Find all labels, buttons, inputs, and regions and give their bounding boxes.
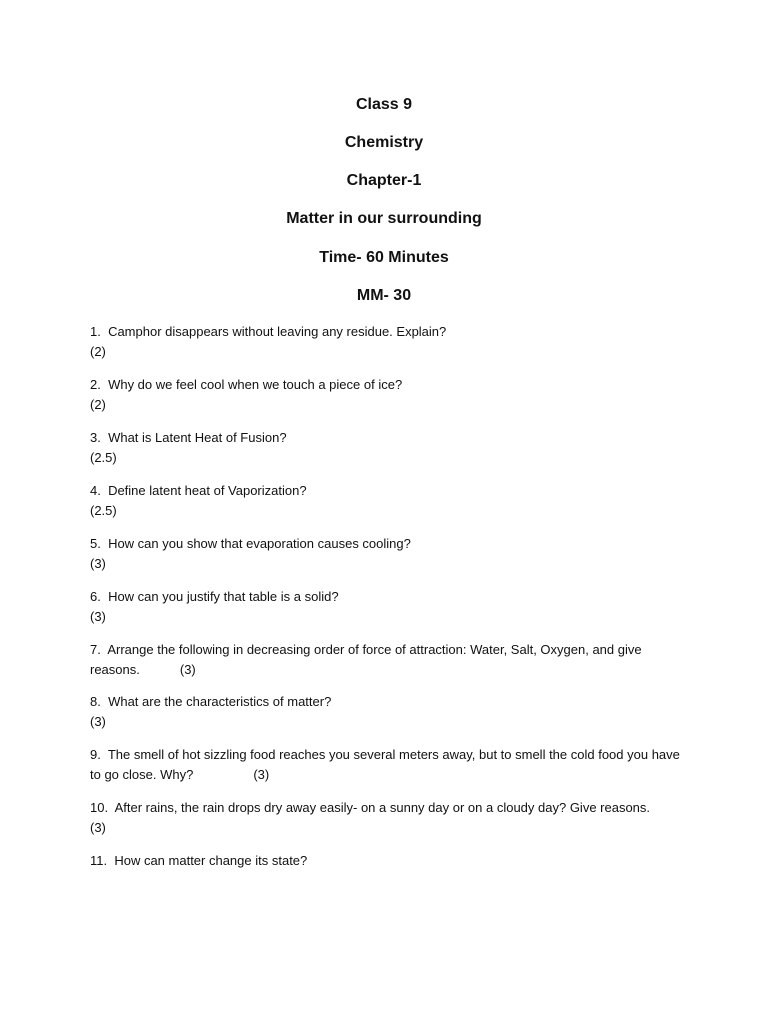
question-9 (90, 745, 680, 785)
topic-heading: Matter in our surrounding (286, 210, 482, 227)
question-1 (90, 322, 680, 362)
question-marks: (3) (179, 662, 196, 677)
question-text: 6. How can you justify that table is a solid? (90, 589, 339, 604)
question-text-line2: reasons. (90, 662, 140, 677)
question-text: 11. How can matter change its state? (90, 853, 308, 868)
question-text: 5. How can you show that evaporation causes cooling? (90, 536, 411, 551)
question-marks: (2) (90, 344, 106, 359)
class-heading: Class 9 (355, 96, 413, 113)
question-3 (90, 428, 680, 468)
question-text: 4. Define latent heat of Vaporization? (90, 483, 307, 498)
question-text-line2: to go close. Why? (90, 767, 194, 782)
question-text-line1: 7. Arrange the following in decreasing order of force of attraction: Water, Salt, Oxygen, and give (90, 642, 642, 657)
question-text: 1. Camphor disappears without leaving any residue. Explain? (90, 324, 447, 339)
max-marks-heading: MM- 30 (356, 287, 412, 304)
question-6 (90, 587, 680, 627)
subject-heading: Chemistry (344, 134, 424, 151)
question-marks: (3) (90, 714, 106, 729)
question-8 (90, 692, 680, 732)
question-text-line2-wrap (90, 765, 680, 785)
chapter-heading: Chapter-1 (346, 172, 422, 189)
question-text: 3. What is Latent Heat of Fusion? (90, 430, 287, 445)
question-marks: (2.5) (90, 450, 117, 465)
question-10 (90, 798, 680, 838)
question-marks: (3) (90, 556, 106, 571)
question-marks: (3) (90, 820, 106, 835)
question-text: 8. What are the characteristics of matter? (90, 694, 332, 709)
question-5 (90, 534, 680, 574)
question-4 (90, 481, 680, 521)
question-text: 2. Why do we feel cool when we touch a piece of ice? (90, 377, 403, 392)
question-2 (90, 375, 680, 415)
question-text-line2-wrap (90, 660, 680, 680)
time-heading: Time- 60 Minutes (319, 249, 449, 266)
question-text: 10. After rains, the rain drops dry away easily- on a sunny day or on a cloudy day? Give reasons. (90, 800, 651, 815)
question-7 (90, 640, 680, 680)
question-marks: (3) (90, 609, 106, 624)
question-marks: (2) (90, 397, 106, 412)
question-text-line1: 9. The smell of hot sizzling food reaches you several meters away, but to smell the cold food you have (90, 747, 680, 762)
question-11 (90, 851, 680, 871)
question-marks: (3) (253, 767, 270, 782)
question-marks: (2.5) (90, 503, 117, 518)
